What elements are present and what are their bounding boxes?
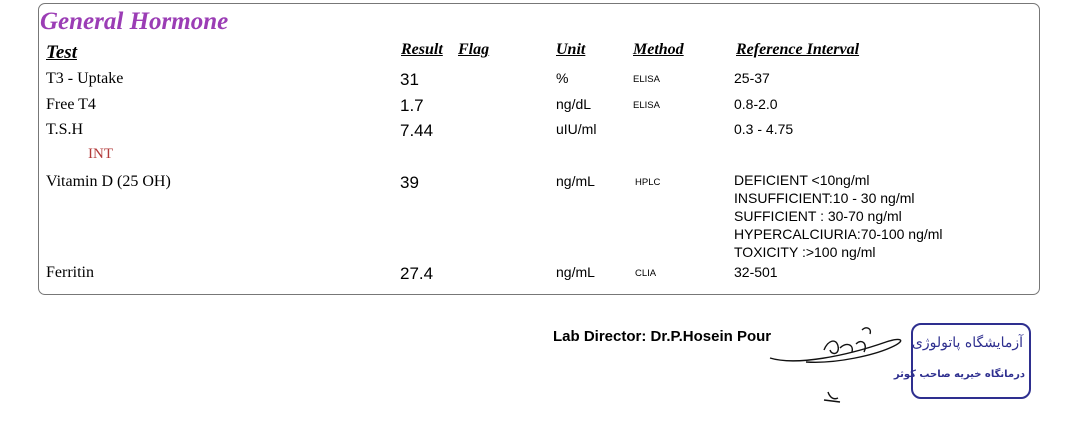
int-label: INT bbox=[88, 146, 113, 162]
test-name: Ferritin bbox=[46, 264, 94, 281]
header-flag: Flag bbox=[458, 41, 490, 58]
result-value: 7.44 bbox=[400, 121, 434, 140]
reference-line: DEFICIENT <10ng/ml bbox=[734, 172, 870, 188]
header-reference: Reference Interval bbox=[736, 41, 860, 58]
reference-value: 32-501 bbox=[734, 264, 778, 280]
reference-value: 0.8-2.0 bbox=[734, 96, 778, 112]
reference-value: 0.3 - 4.75 bbox=[734, 121, 794, 137]
method-value: ELISA bbox=[633, 100, 660, 111]
table-row bbox=[0, 96, 1080, 118]
header-result: Result bbox=[401, 41, 443, 58]
reference-line: INSUFFICIENT:10 - 30 ng/ml bbox=[734, 190, 915, 206]
signature-icon bbox=[766, 322, 912, 412]
header-test: Test bbox=[46, 42, 77, 63]
reference-line: SUFFICIENT : 30-70 ng/ml bbox=[734, 208, 902, 224]
reference-value: 25-37 bbox=[734, 70, 770, 86]
unit-value: uIU/ml bbox=[556, 121, 597, 137]
lab-director: Lab Director: Dr.P.Hosein Pour bbox=[553, 328, 772, 345]
reference-line: HYPERCALCIURIA:70-100 ng/ml bbox=[734, 226, 943, 242]
test-name: T.S.H bbox=[46, 121, 84, 138]
test-name: Free T4 bbox=[46, 96, 96, 113]
result-value: 1.7 bbox=[400, 96, 424, 115]
table-row bbox=[0, 264, 1080, 286]
method-value: ELISA bbox=[633, 74, 660, 85]
stamp-seal bbox=[893, 323, 1031, 399]
table-row bbox=[0, 121, 1080, 143]
unit-value: % bbox=[556, 70, 569, 86]
test-name: T3 - Uptake bbox=[46, 70, 124, 87]
vitamin-d-reference bbox=[734, 171, 943, 261]
result-value: 39 bbox=[400, 173, 419, 192]
unit-value: ng/mL bbox=[556, 173, 595, 189]
section-title: General Hormone bbox=[40, 8, 229, 35]
result-value: 31 bbox=[400, 70, 419, 89]
header-unit: Unit bbox=[556, 41, 586, 58]
unit-value: ng/dL bbox=[556, 96, 592, 112]
test-name: Vitamin D (25 OH) bbox=[46, 173, 171, 190]
result-value: 27.4 bbox=[400, 264, 434, 283]
stamp-line2: درمانگاه خیریه صاحب کوثر bbox=[893, 369, 1025, 380]
method-value: CLIA bbox=[635, 268, 657, 279]
stamp-line1: آزمایشگاه پاتولوژی bbox=[911, 335, 1023, 351]
reference-line: TOXICITY :>100 ng/ml bbox=[734, 244, 876, 260]
unit-value: ng/mL bbox=[556, 264, 595, 280]
header-method: Method bbox=[633, 41, 684, 58]
table-row bbox=[0, 70, 1080, 92]
method-value: HPLC bbox=[635, 177, 661, 188]
